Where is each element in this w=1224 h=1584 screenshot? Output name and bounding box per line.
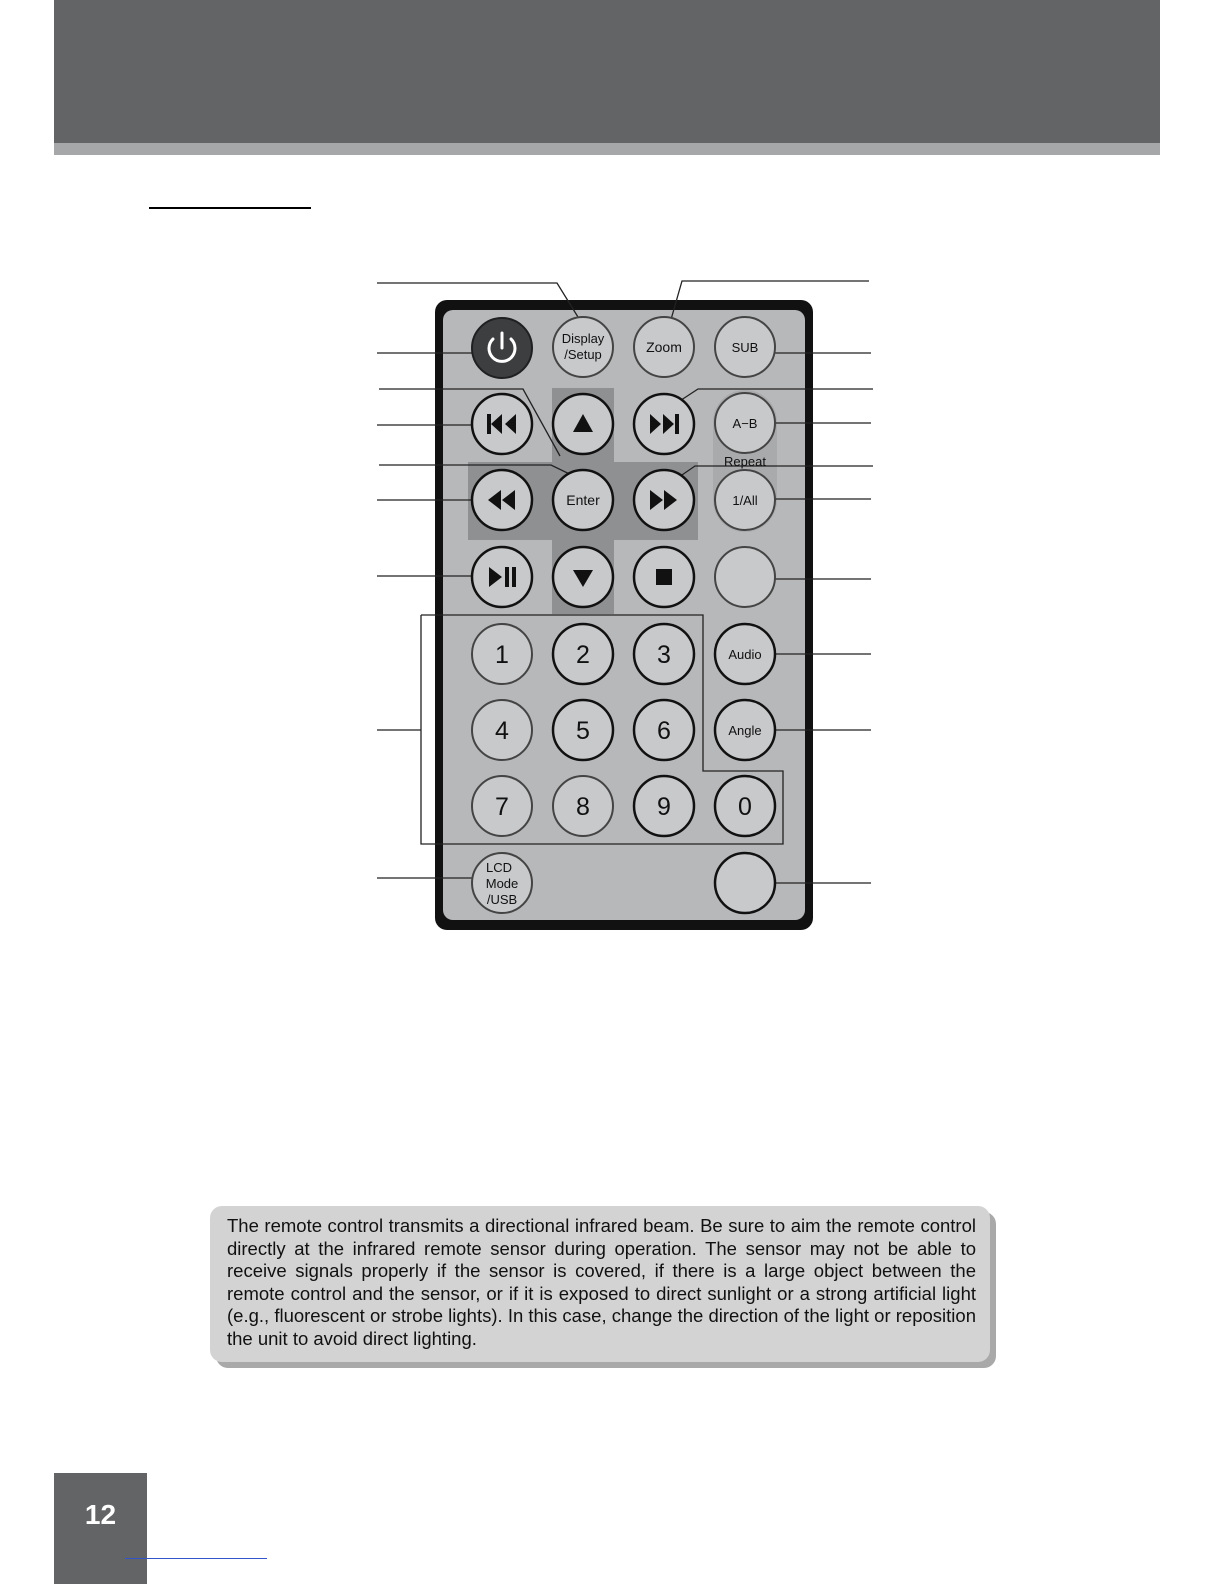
blank-button-upper[interactable] [715, 547, 775, 607]
a-b-label: A−B [732, 416, 758, 431]
display-setup-label-line2: /Setup [564, 347, 602, 362]
digit-label: 6 [657, 717, 671, 745]
angle-label: Angle [728, 723, 762, 738]
stop-icon [656, 569, 672, 585]
digit-label: 8 [576, 793, 590, 821]
note-text: The remote control transmits a directional infrared beam. Be sure to aim the remote control directly at the infrared remote sensor during operation. The sensor may not be able to receive signals properly if the sensor is covered, if there is a large object between the remote control and the sensor, or if it is exposed to direct sunlight or a strong artificial light (e.g., fluorescent or strobe lights). In this case, change the direction of the light or reposition the unit to avoid direct lighting. [227, 1215, 976, 1349]
digit-label: 0 [738, 793, 752, 821]
page-number: 12 [84, 1499, 117, 1530]
lcd-label-line3: /USB [486, 892, 518, 907]
lcd-label-line1: LCD [485, 860, 513, 875]
digit-label: 2 [576, 641, 590, 669]
sub-label: SUB [731, 340, 759, 355]
digit-label: 9 [657, 793, 671, 821]
display-setup-label: Display [561, 331, 605, 346]
blank-button-lower[interactable] [715, 853, 775, 913]
digit-label: 5 [576, 717, 590, 745]
audio-label: Audio [728, 647, 762, 662]
note-box [210, 1206, 990, 1362]
digit-label: 7 [495, 793, 509, 821]
digit-label: 1 [495, 641, 509, 669]
repeat-label: Repeat [724, 454, 766, 469]
digit-label: 3 [657, 641, 671, 669]
one-all-label: 1/All [732, 493, 758, 508]
page-number-tab [54, 1473, 147, 1584]
enter-label: Enter [566, 492, 600, 508]
lcd-label-line2: Mode [485, 876, 519, 891]
digit-label: 4 [495, 717, 509, 745]
zoom-label: Zoom [646, 339, 682, 355]
footer-rule [125, 1558, 267, 1559]
